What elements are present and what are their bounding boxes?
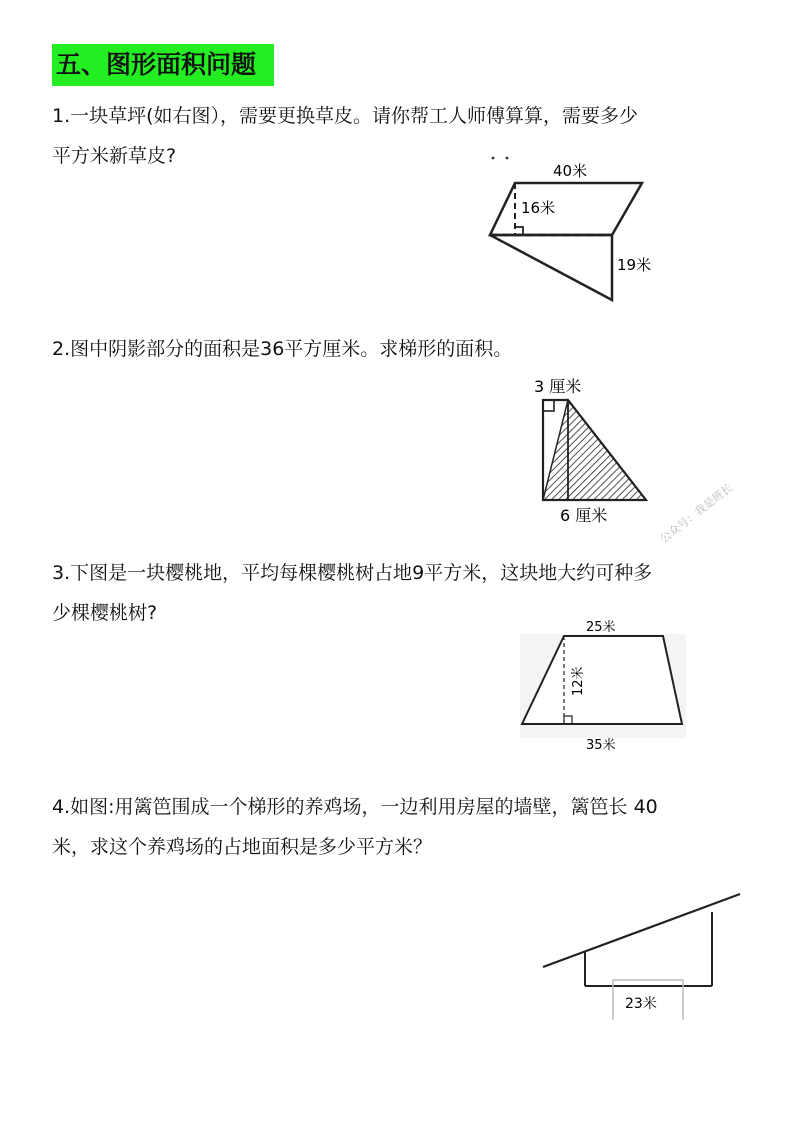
- trapezoid-bottom-label: 6 厘米: [560, 506, 608, 525]
- question-2-line-1: 2.图中阴影部分的面积是36平方厘米。求梯形的面积。: [52, 338, 513, 360]
- question-1-line-1: 1.一块草坪(如右图），需要更换草皮。请你帮工人师傅算算，需要多少: [52, 105, 639, 127]
- trapezoid-top-label: 3 厘米: [534, 377, 582, 396]
- chicken-yard-figure: [540, 890, 745, 1025]
- question-4-line-2: 米，求这个养鸡场的占地面积是多少平方米？: [52, 836, 433, 858]
- lawn-top-label: 40米: [553, 162, 588, 180]
- lawn-right-label: 19米: [617, 256, 652, 274]
- question-3-line-1: 3.下图是一块樱桃地，平均每棵樱桃树占地9平方米，这块地大约可种多: [52, 562, 653, 584]
- question-3-line-2: 少棵樱桃树?: [52, 602, 158, 624]
- trapezoid-shaded-figure: [530, 372, 660, 527]
- question-1-line-2: 平方米新草皮?: [52, 145, 177, 167]
- question-2: [52, 329, 512, 369]
- lawn-figure: [485, 150, 665, 310]
- cherry-field-figure: [518, 618, 690, 758]
- lawn-height-label: 16米: [521, 199, 556, 217]
- yard-bottom-label: 23米: [625, 996, 657, 1012]
- field-height-label: 12米: [571, 666, 586, 696]
- field-bottom-label: 35米: [586, 738, 616, 753]
- watermark: 公众号：我是班长: [657, 481, 735, 546]
- question-4-line-1: 4.如图:用篱笆围成一个梯形的养鸡场，一边利用房屋的墙壁，篱笆长 40: [52, 796, 658, 818]
- question-4: [52, 787, 658, 867]
- field-top-label: 25米: [586, 620, 616, 635]
- section-title: 五、图形面积问题: [52, 44, 274, 86]
